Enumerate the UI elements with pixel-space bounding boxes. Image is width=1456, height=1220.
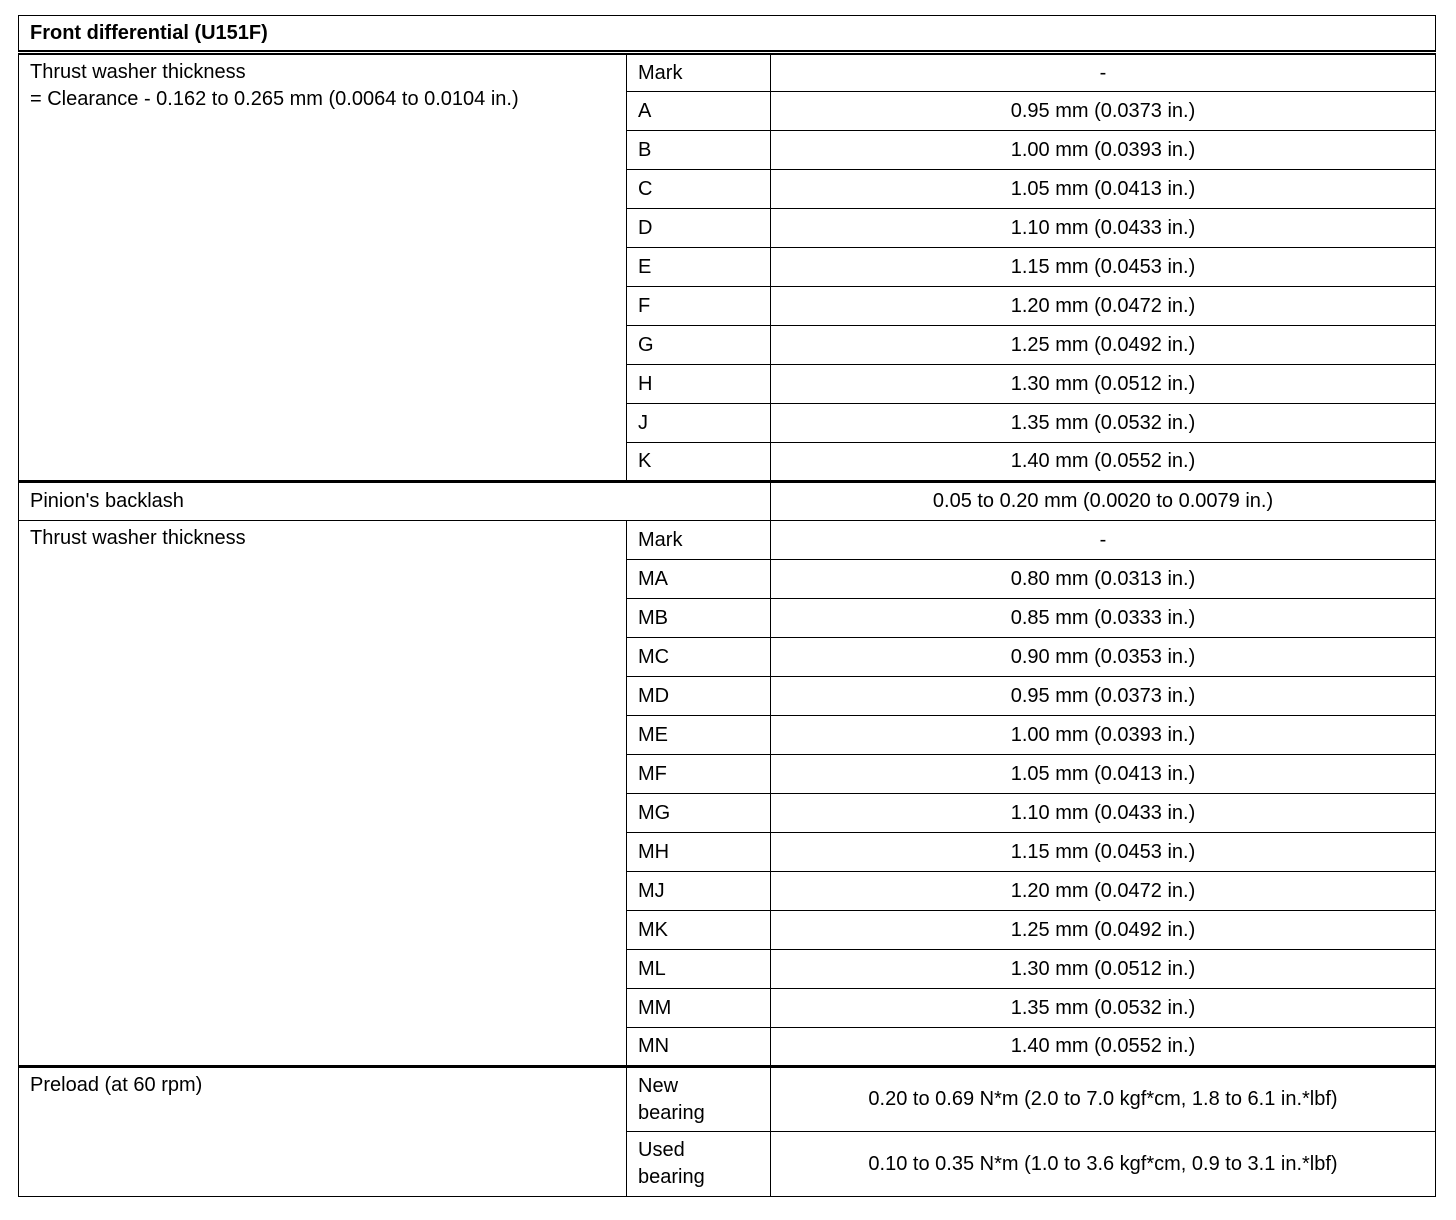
mark-cell: ME [627,716,771,755]
value-cell: 1.05 mm (0.0413 in.) [771,755,1436,794]
mark-cell: K [627,443,771,482]
mark-cell: MB [627,599,771,638]
mark-cell: MA [627,560,771,599]
mark-line: Used [638,1139,685,1161]
table-row [19,53,1436,92]
mark-cell: MH [627,833,771,872]
mark-line: bearing [638,1101,705,1124]
mark-cell: MN [627,1028,771,1067]
mark-cell: MG [627,794,771,833]
value-cell: 1.05 mm (0.0413 in.) [771,170,1436,209]
value-cell: 1.10 mm (0.0433 in.) [771,209,1436,248]
value-cell: 0.90 mm (0.0353 in.) [771,638,1436,677]
preload-value: 0.20 to 0.69 N*m (2.0 to 7.0 kgf*cm, 1.8 to 6.1 in.*lbf) [771,1067,1436,1132]
mark-cell: MK [627,911,771,950]
value-cell: 1.10 mm (0.0433 in.) [771,794,1436,833]
table-row [19,521,1436,560]
value-cell: 1.20 mm (0.0472 in.) [771,872,1436,911]
mark-cell: Mark [627,521,771,560]
preload-value: 0.10 to 0.35 N*m (1.0 to 3.6 kgf*cm, 0.9 to 3.1 in.*lbf) [771,1132,1436,1197]
mark-line: New [638,1074,679,1097]
value-cell: 1.15 mm (0.0453 in.) [771,248,1436,287]
value-cell: 1.35 mm (0.0532 in.) [771,989,1436,1028]
backlash-value: 0.05 to 0.20 mm (0.0020 to 0.0079 in.) [771,482,1436,521]
mark-cell: B [627,131,771,170]
mark-cell: Mark [627,53,771,92]
table-title: Front differential (U151F) [19,16,1436,53]
mark-line: bearing [638,1166,705,1188]
spec-table-body [19,16,1436,1197]
label-line: = Clearance - 0.162 to 0.265 mm (0.0064 to 0.0104 in.) [30,88,519,110]
mark-cell: A [627,92,771,131]
mark-cell: C [627,170,771,209]
mark-cell: F [627,287,771,326]
value-cell: 0.80 mm (0.0313 in.) [771,560,1436,599]
thrust-washer-label-2: Thrust washer thickness [19,521,627,1067]
value-cell: 1.30 mm (0.0512 in.) [771,950,1436,989]
value-cell: 1.25 mm (0.0492 in.) [771,911,1436,950]
table-row [19,1067,1436,1132]
preload-label: Preload (at 60 rpm) [19,1067,627,1197]
value-cell: 1.35 mm (0.0532 in.) [771,404,1436,443]
value-cell: 0.95 mm (0.0373 in.) [771,92,1436,131]
value-cell: - [771,521,1436,560]
bearing-mark-cell [627,1132,771,1197]
value-cell: 0.85 mm (0.0333 in.) [771,599,1436,638]
value-cell: 1.15 mm (0.0453 in.) [771,833,1436,872]
value-cell: 1.40 mm (0.0552 in.) [771,1028,1436,1067]
table-row [19,482,1436,521]
mark-cell: H [627,365,771,404]
thrust-washer-label-1 [19,53,627,482]
mark-cell: MM [627,989,771,1028]
value-cell: 1.40 mm (0.0552 in.) [771,443,1436,482]
bearing-mark-cell [627,1067,771,1132]
mark-cell: D [627,209,771,248]
spec-table [18,15,1436,1197]
mark-cell: MC [627,638,771,677]
mark-cell: J [627,404,771,443]
value-cell: 1.30 mm (0.0512 in.) [771,365,1436,404]
mark-cell: MD [627,677,771,716]
value-cell: 1.00 mm (0.0393 in.) [771,131,1436,170]
label-line: Thrust washer thickness [30,61,246,83]
value-cell: - [771,53,1436,92]
value-cell: 1.20 mm (0.0472 in.) [771,287,1436,326]
mark-cell: MJ [627,872,771,911]
value-cell: 1.25 mm (0.0492 in.) [771,326,1436,365]
mark-cell: E [627,248,771,287]
value-cell: 1.00 mm (0.0393 in.) [771,716,1436,755]
mark-cell: G [627,326,771,365]
backlash-label: Pinion's backlash [19,482,771,521]
mark-cell: ML [627,950,771,989]
mark-cell: MF [627,755,771,794]
value-cell: 0.95 mm (0.0373 in.) [771,677,1436,716]
